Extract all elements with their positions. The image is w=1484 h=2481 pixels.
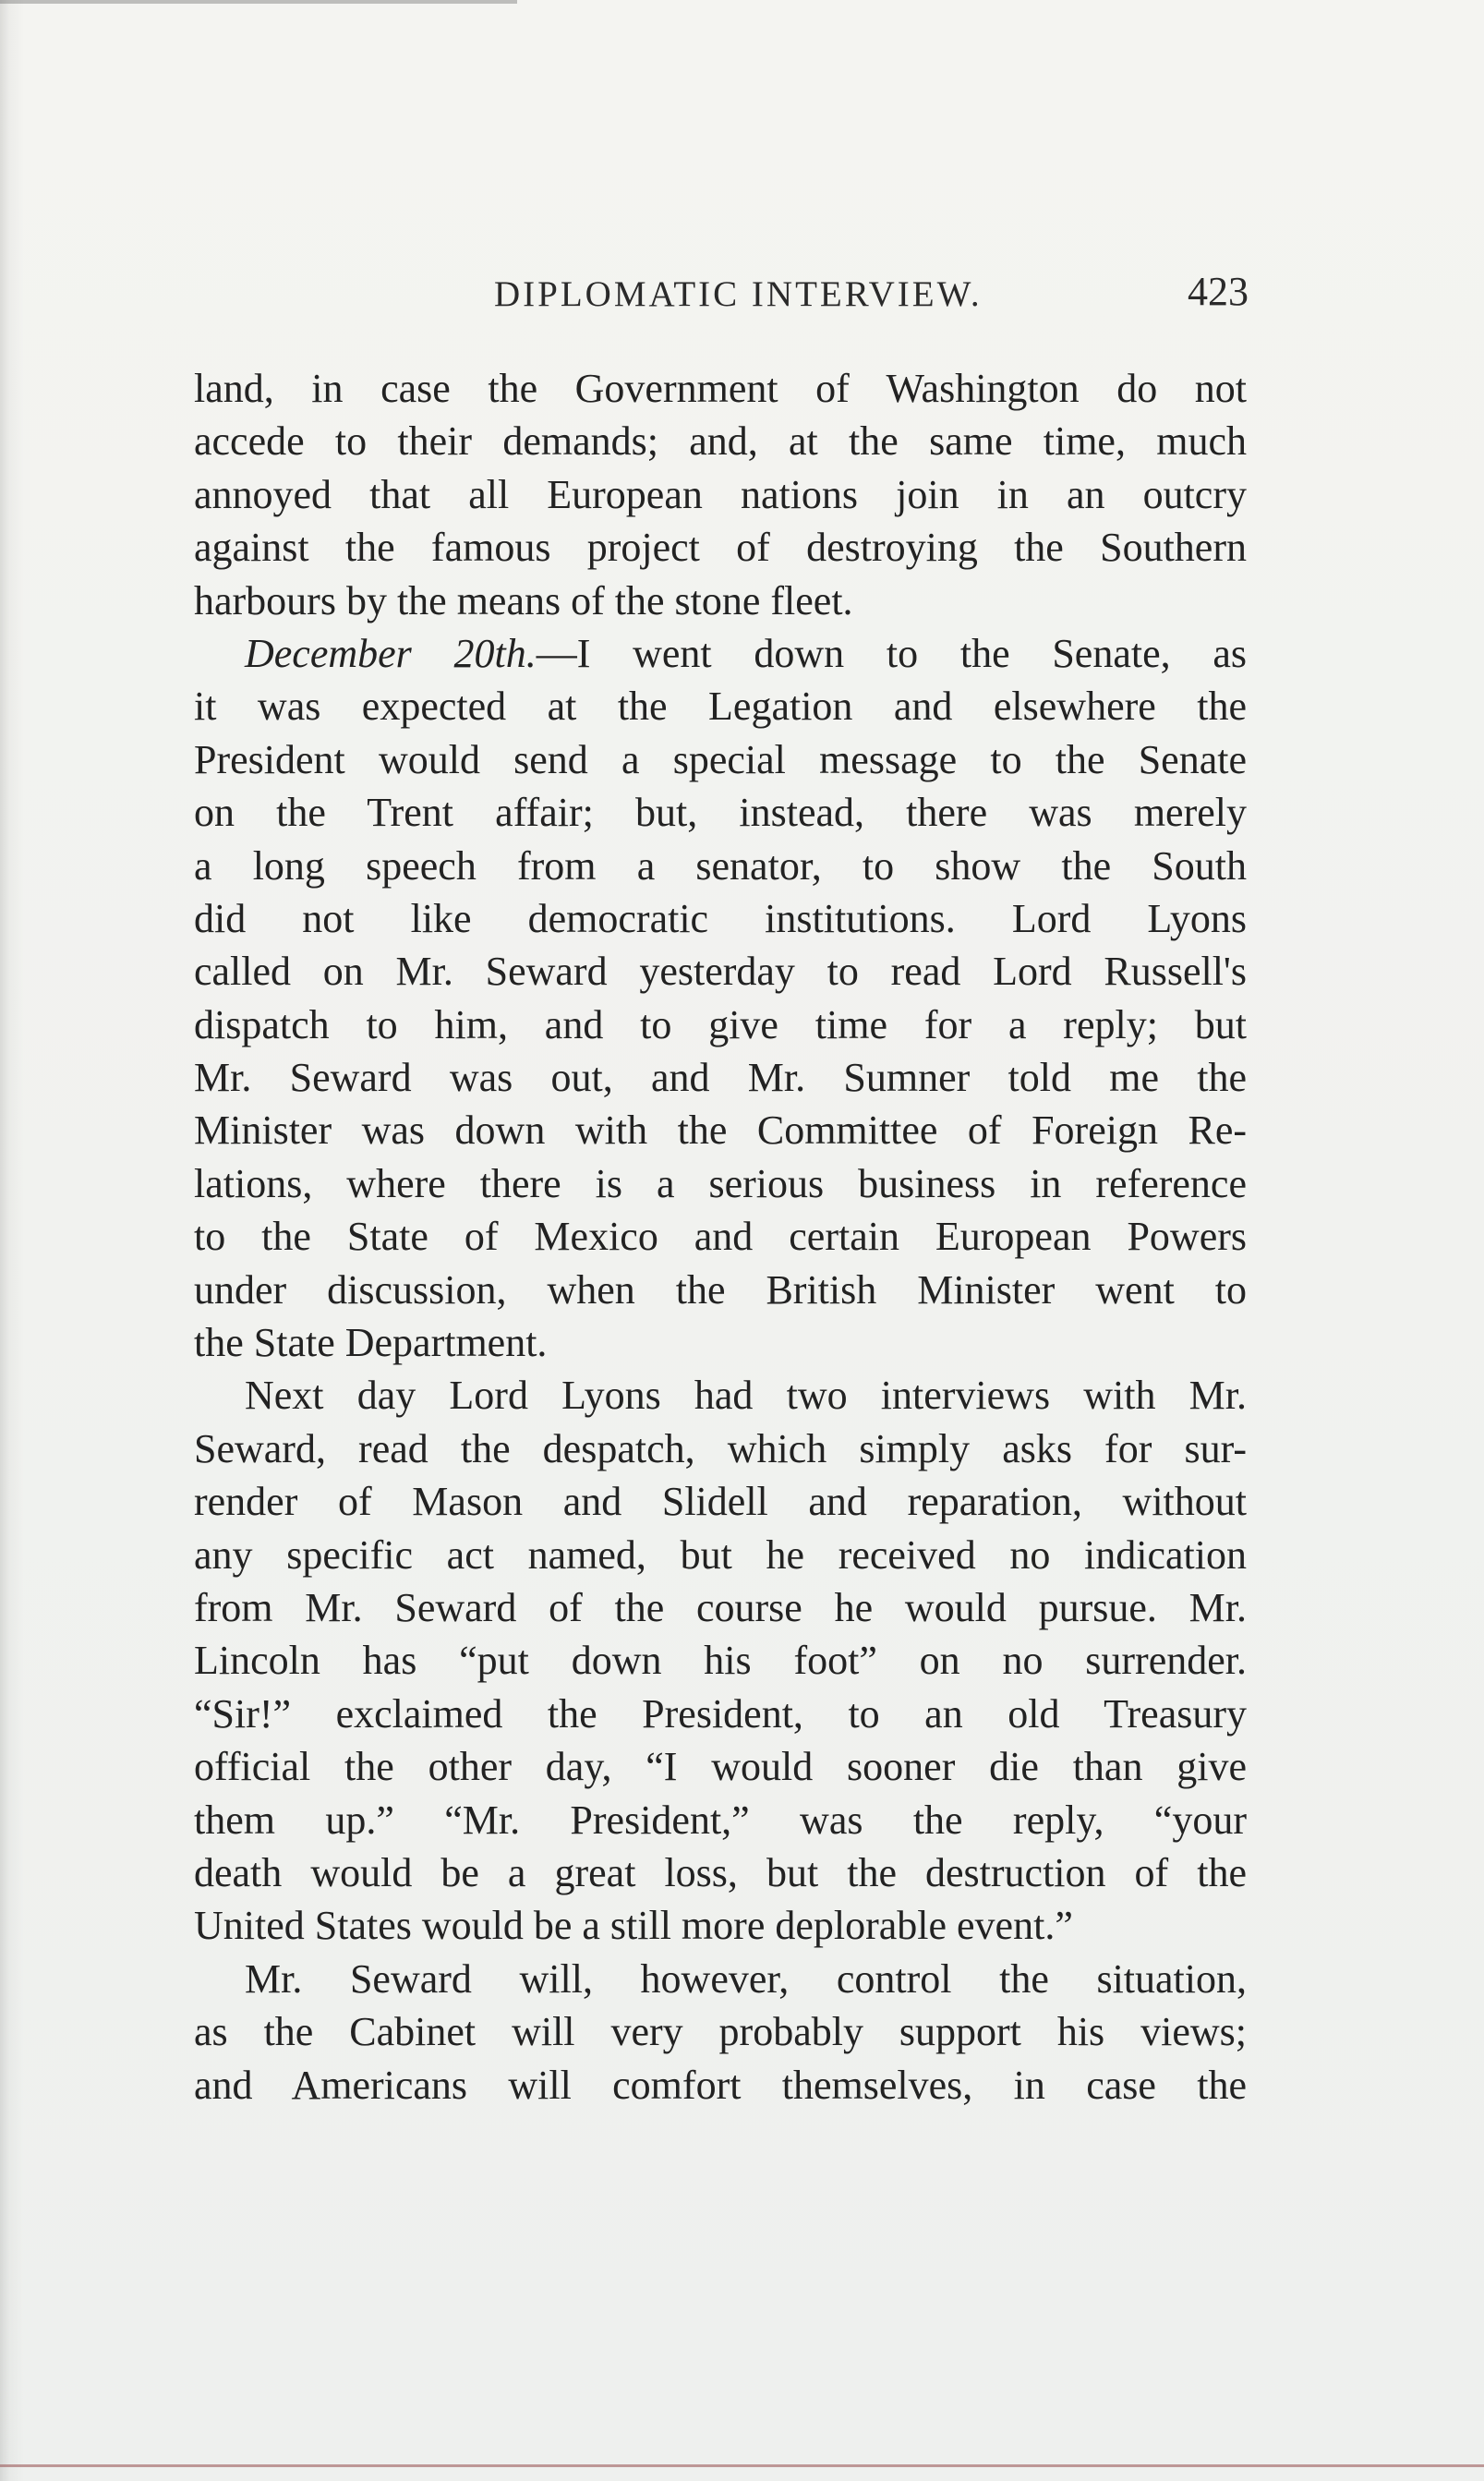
text-line-33: and Americans will comfort themselves, in case the [194,2062,1247,2108]
text-line-11: did not like democratic institutions. Lord Lyons [194,895,1247,941]
text-line-26: “Sir!” exclaimed the President, to an old Treasury [194,1690,1247,1737]
text-line-17: to the State of Mexico and certain European Powers [194,1214,1247,1260]
text-line-31: Mr. Seward will, however, control the situation, [245,1955,1247,2002]
page-top-edge [0,0,517,4]
text-line-7: it was expected at the Legation and elsewhere the [194,684,1247,730]
text-line-9: on the Trent affair; but, instead, there was merely [194,790,1247,836]
page-number: 423 [1188,269,1249,314]
text-line-6 [194,627,1247,680]
running-title: DIPLOMATIC INTERVIEW. [494,274,983,314]
text-line-6-rest: —I went down to the Senate, as [536,630,1247,676]
body-text [194,362,1247,2112]
text-line-30: United States would be a still more deplorable event.” [194,1903,1073,1949]
text-line-25: Lincoln has “put down his foot” on no surrender. [194,1638,1247,1684]
text-line-3: annoyed that all European nations join in an outcry [194,471,1247,517]
page-bottom-edge [0,2464,1484,2467]
text-line-18: under discussion, when the British Minister went to [194,1266,1247,1313]
text-line-28: them up.” “Mr. President,” was the reply, “your [194,1797,1247,1843]
text-line-23: any specific act named, but he received no indication [194,1531,1247,1578]
text-line-29: death would be a great loss, but the destruction of the [194,1849,1247,1895]
text-line-4: against the famous project of destroying the Southern [194,525,1247,571]
text-line-8: President would send a special message to the Senate [194,736,1247,782]
text-line-10: a long speech from a senator, to show the South [194,842,1247,889]
text-line-15: Minister was down with the Committee of Foreign Re- [194,1107,1247,1154]
text-line-22: render of Mason and Slidell and reparation, without [194,1479,1247,1525]
text-line-32: as the Cabinet will very probably support his views; [194,2009,1247,2055]
text-line-24: from Mr. Seward of the course he would pursue. Mr. [194,1584,1247,1630]
text-line-27: official the other day, “I would sooner die than give [194,1744,1247,1790]
text-line-5: harbours by the means of the stone fleet. [194,577,853,623]
text-line-2: accede to their demands; and, at the same time, much [194,418,1247,465]
text-line-1: land, in case the Government of Washington do not [194,366,1247,411]
text-line-21: Seward, read the despatch, which simply asks for sur- [194,1425,1247,1471]
text-line-13: dispatch to him, and to give time for a reply; but [194,1001,1247,1047]
text-line-12: called on Mr. Seward yesterday to read Lord Russell's [194,949,1247,995]
date-heading: December 20th. [245,630,537,676]
text-line-16: lations, where there is a serious business in reference [194,1160,1247,1206]
text-line-19: the State Department. [194,1320,548,1366]
text-line-14: Mr. Seward was out, and Mr. Sumner told me the [194,1055,1247,1101]
text-line-20: Next day Lord Lyons had two interviews with Mr. [245,1373,1247,1419]
